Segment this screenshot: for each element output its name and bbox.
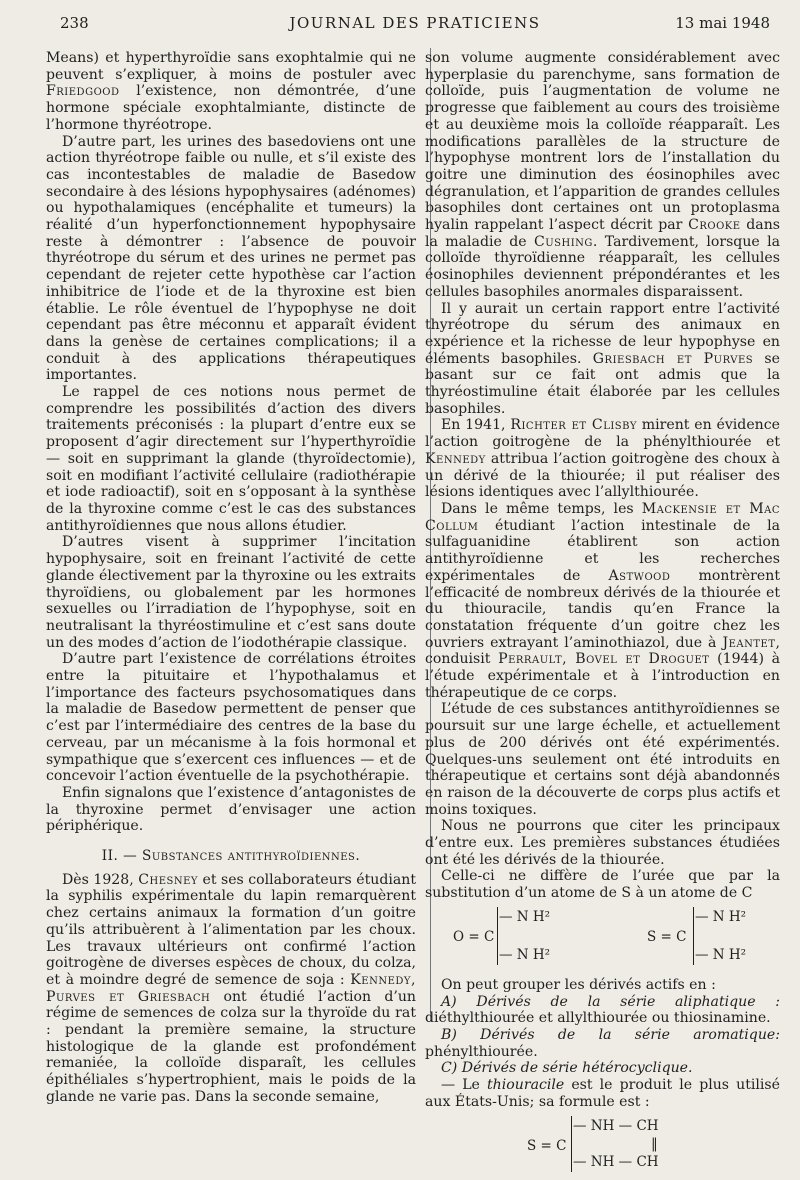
formula-thiouracil-bottom: — NH — CH — [573, 1154, 659, 1171]
left-column — [46, 50, 416, 1106]
paragraph: Nous ne pourrons que citer les principaux d’entre eux. Les premières substances étudiées ont été les dérivés de la thiourée. — [425, 818, 780, 868]
paragraph: Le rappel de ces notions nous permet de comprendre les possibilités d’action des divers traitements préconisés : la plupart d’entre eux se proposent d’agir directement sur l’hyperthyroïdie — soit en supprimant la glande (thyroïdectomie), soit en modifiant l’activité cellulaire (radiothérapie et iode radioactif), soit en s’opposant à la synthèse de la thyroxine comme c’est le cas des substances antithyroïdiennes que nous allons étudier. — [46, 384, 416, 534]
paragraph: Enfin signalons que l’existence d’antagonistes de la thyroxine permet d’envisager une action périphérique. — [46, 784, 416, 835]
paragraph: En 1941, Richter et Clisby mirent en évidence l’action goitrogène de la phénylthiourée et Kennedy attribua l’action goitrogène des choux à un dérivé de la thiourée; il put réaliser des lésions identiques avec l’allylthiourée. — [425, 417, 780, 501]
issue-date: 13 mai 1948 — [675, 14, 770, 32]
formula-thiouracil-double-bond: ‖ — [651, 1136, 658, 1153]
page-number: 238 — [60, 14, 89, 32]
page-header — [60, 12, 770, 36]
thiouracil-formula — [425, 1116, 780, 1180]
paragraph: Dans le même temps, les Mackensie et Mac Collum étudiant l’action intestinale de la sulfaguanidine établirent son action antithyroïdienne et les recherches expérimentales de Astwood montrèrent l’efficacité de nombreux dérivés de la thiourée et du thiouracile, tandis qu’en France la constatation fréquente d’un goitre chez les ouvriers extrayant l’aminothiazol, due à Jeantet, conduisit Perrault, Bovel et Droguet (1944) à l’étude expérimentale et à l’introduction en thérapeutique de ce corps. — [425, 500, 781, 701]
formula-urea-bottom: — N H² — [499, 946, 551, 963]
section-heading: II. — Substances antithyroïdiennes. — [101, 848, 361, 865]
paragraph: Celle-ci ne diffère de l’urée que par la substitution d’un atome de S à un atome de C — [425, 868, 780, 902]
formula-bracket — [571, 1116, 572, 1172]
paragraph: D’autres visent à supprimer l’incitation hypophysaire, soit en freinant l’activité de cette glande électivement par la thyroxine ou les extraits thyroïdiens, ou globalement par les hormones sexuelles ou l’irradiation de l’hypophyse, soit en neutralisant la thyréostimuline et c’est sans doute un des modes d’action de l’iodothérapie classique. — [46, 534, 416, 651]
formula-urea-top: — N H² — [499, 908, 551, 925]
formula-thiourea-bottom: — N H² — [695, 946, 747, 963]
formula-thiouracil-top: — NH — CH — [573, 1118, 659, 1135]
journal-title: JOURNAL DES PRATICIENS — [289, 14, 541, 32]
list-item: A) Dérivés de la série aliphatique : diéthylthiourée et allylthiourée ou thiosinamine. — [425, 993, 781, 1027]
paragraph: D’autre part l’existence de corrélations étroites entre la pituitaire et l’hypothalamus et l’importance des facteurs psychosomatiques dans la maladie de Basedow permettent de penser que c’est par l’intermédiaire des centres de la base du cerveau, par un mécanisme à la fois hormonal et sympathique que s’exercent ces influences — et de concevoir l’action éventuelle de la psychothérapie. — [46, 651, 416, 785]
paragraph: L’étude de ces substances antithyroïdiennes se poursuit sur une large échelle, et actuellement plus de 200 dérivés ont été expérimentés. Quelques-uns seulement ont été introduits en thérapeutique et certains sont déjà abandonnés en raison de la découverte de corps plus actifs et moins toxiques. — [425, 701, 780, 818]
list-item: C) Dérivés de série hétérocyclique. — [441, 1060, 693, 1077]
paragraph: D’autre part, les urines des basedoviens ont une action thyréotrope faible ou nulle, et s’il existe des cas incontestables de maladie de Basedow secondaire à des lésions hypophysaires (adénomes) ou hypothalamiques (encéphalite et tumeurs) la réalité d’un hyperfonctionnement hypophysaire reste à démontrer : l’absence de pouvoir thyréotrope du sérum et des urines ne permet pas cependant de rejeter cette hypothèse car l’action inhibitrice de l’iode et de la thyroxine est bien établie. Le rôle éventuel de l’hypophyse ne doit cependant pas être méconnu et apparaît évident dans la genèse de certaines complications; il a conduit à des applications thérapeutiques importantes. — [46, 133, 416, 384]
paragraph: On peut grouper les dérivés actifs en : — [441, 976, 716, 993]
urea-thiourea-formulas — [425, 905, 780, 973]
paragraph: — Le thiouracile est le produit le plus utilisé aux États-Unis; sa formule est : — [425, 1077, 780, 1110]
right-column — [425, 50, 780, 1180]
paragraph: Il y aurait un certain rapport entre l’activité thyréotrope du sérum des animaux en expérience et la richesse de leur hypophyse en éléments basophiles. Griesbach et Purves se basant sur ce fait ont admis que la thyréostimuline était élaborée par les cellules basophiles. — [425, 300, 780, 417]
paragraph: Dès 1928, Chesney et ses collaborateurs étudiant la syphilis expérimentale du lapin remarquèrent chez certains animaux la formation d’un goitre qu’ils attribuèrent à l’alimentation par les choux. Les travaux ultérieurs ont confirmé l’action goitrogène de diverses espèces de choux, du colza, et à moindre degré de semence de soja : Kennedy, Purves et Griesbach ont étudié l’action d’un régime de semences de colza sur la thyroïde du rat : pendant la première semaine, la structure histologique de la glande est profondément remaniée, la colloïde disparaît, les cellules épithéliales s’hypertrophient, mais le poids de la glande ne varie pas. Dans la seconde semaine, — [46, 871, 417, 1105]
formula-bracket — [497, 907, 498, 965]
formula-thiourea-top: — N H² — [695, 908, 747, 925]
formula-thiourea-main: S = C — [647, 928, 687, 945]
formula-urea-main: O = C — [453, 928, 495, 945]
formula-bracket — [693, 907, 694, 965]
list-item: B) Dérivés de la série aromatique: phénylthiourée. — [425, 1026, 780, 1060]
paragraph: Means) et hyperthyroïdie sans exophtalmie qui ne peuvent s’expliquer, à moins de postuler avec Friedgood l’existence, non démontrée, d’une hormone spéciale exophtalmiante, distincte de l’hormone thyréotrope. — [46, 50, 416, 133]
formula-thiouracil-main: S = C — [527, 1138, 567, 1155]
paragraph: son volume augmente considérablement avec hyperplasie du parenchyme, sans formation de colloïde, puis l’augmentation de volume ne progresse que faiblement au cours des troisième et au deuxième mois la colloïde réapparaît. Les modifications parallèles de la structure de l’hypophyse montrent lors de l’installation du goitre une diminution des éosinophiles avec dégranulation, et l’apparition de grandes cellules basophiles dont certaines ont un protoplasma hyalin rappelant l’aspect décrit par Crooke dans la maladie de Cushing. Tardivement, lorsque la colloïde thyroïdienne réapparaît, les cellules éosinophiles deviennent prépondérantes et les cellules basophiles anormales disparaissent. — [425, 50, 781, 300]
